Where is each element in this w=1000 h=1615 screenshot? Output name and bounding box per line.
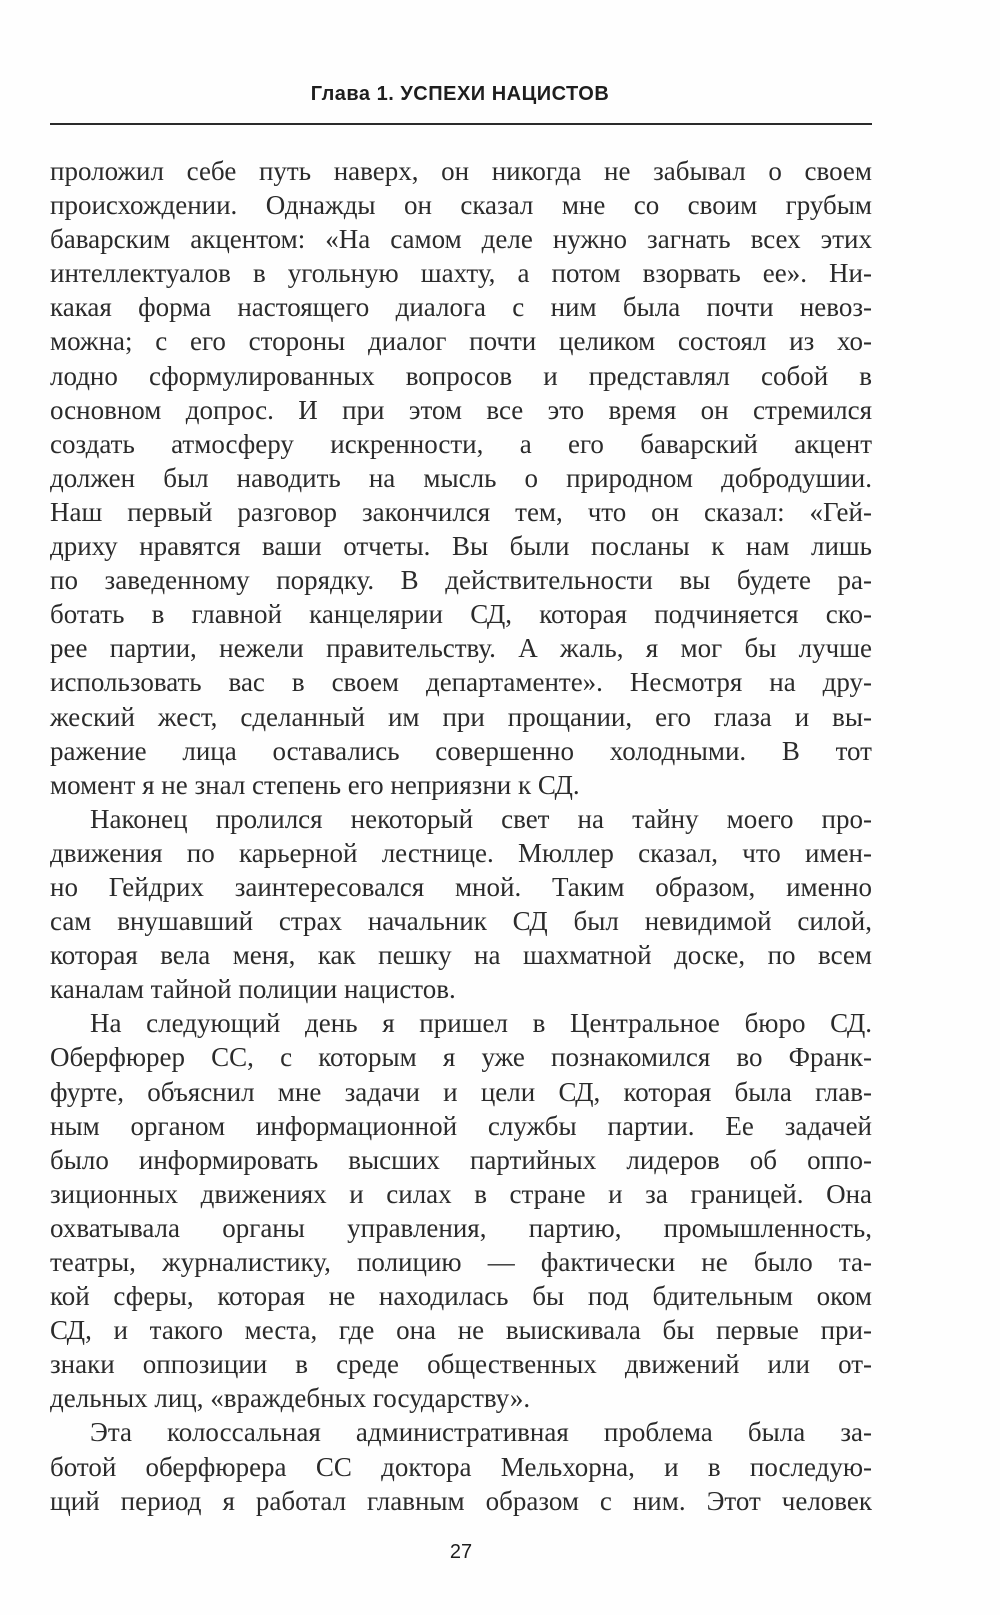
- text-line: было информировать высших партийных лидеров об оппо-: [50, 1144, 872, 1175]
- text-line: ражение лица оставались совершенно холодными. В тот: [50, 735, 872, 766]
- text-line: СД, и такого места, где она не выискивала бы первые при-: [50, 1315, 872, 1346]
- text-line: которая вела меня, как пешку на шахматной доске, по всем: [50, 940, 872, 971]
- text-line: ботать в главной канцелярии СД, которая подчиняется ско-: [50, 599, 872, 630]
- text-line: момент я не знал степень его неприязни к СД.: [50, 769, 580, 800]
- paragraph: [50, 154, 872, 802]
- text-line: каналам тайной полиции нацистов.: [50, 974, 456, 1005]
- text-line: Оберфюрер СС, с которым я уже познакомился во Франк-: [50, 1042, 872, 1073]
- text-line: использовать вас в своем департаменте». Несмотря на дру-: [50, 667, 872, 698]
- text-line: сам внушавший страх начальник СД был невидимой силой,: [50, 906, 872, 937]
- text-line: должен был наводить на мысль о природном добродушии.: [50, 462, 872, 493]
- paragraph: [50, 802, 872, 1007]
- text-line: жеский жест, сделанный им при прощании, его глаза и вы-: [50, 701, 872, 732]
- text-line: но Гейдрих заинтересовался мной. Таким образом, именно: [50, 871, 872, 902]
- text-line: проложил себе путь наверх, он никогда не забывал о своем: [50, 156, 872, 186]
- text-line: Наконец пролился некоторый свет на тайну моего про-: [90, 803, 872, 834]
- text-line: происхождении. Однажды он сказал мне со своим грубым: [50, 190, 872, 221]
- text-line: охватывала органы управления, партию, промышленность,: [50, 1212, 872, 1243]
- text-line: можна; с его стороны диалог почти целиком состоял из хо-: [50, 326, 872, 357]
- text-line: ным органом информационной службы партии. Ее задачей: [50, 1110, 872, 1141]
- text-line: фурте, объяснил мне задачи и цели СД, которая была глав-: [50, 1076, 872, 1107]
- text-line: рее партии, нежели правительству. А жаль, я мог бы лучше: [50, 633, 872, 664]
- header-rule: [50, 123, 872, 125]
- text-line: кой сферы, которая не находилась бы под бдительным оком: [50, 1281, 872, 1312]
- text-line: щий период я работал главным образом с ним. Этот человек: [50, 1485, 872, 1516]
- paragraph: [50, 1415, 872, 1517]
- text-line: основном допрос. И при этом все это время он стремился: [50, 394, 872, 425]
- text-line: ботой оберфюрера СС доктора Мельхорна, и в последую-: [50, 1451, 872, 1482]
- text-line: лодно сформулированных вопросов и представлял собой в: [50, 360, 872, 391]
- text-line: интеллектуалов в угольную шахту, а потом взорвать ее». Ни-: [50, 258, 872, 289]
- text-line: создать атмосферу искренности, а его баварский акцент: [50, 428, 872, 459]
- text-line: зиционных движениях и силах в стране и за границей. Она: [50, 1178, 872, 1209]
- text-line: знаки оппозиции в среде общественных движений или от-: [50, 1349, 872, 1380]
- text-line: театры, журналистику, полицию — фактически не было та-: [50, 1247, 872, 1277]
- running-head: Глава 1. УСПЕХИ НАЦИСТОВ: [310, 83, 610, 105]
- text-line: движения по карьерной лестнице. Мюллер сказал, что имен-: [50, 837, 872, 868]
- text-line: по заведенному порядку. В действительности вы будете ра-: [50, 565, 872, 596]
- text-line: баварским акцентом: «На самом деле нужно загнать всех этих: [50, 224, 872, 255]
- page-number: 27: [449, 1541, 473, 1563]
- text-line: дельных лиц, «враждебных государству».: [50, 1383, 531, 1414]
- text-line: какая форма настоящего диалога с ним была почти невоз-: [50, 292, 872, 323]
- body-text: [50, 154, 872, 1518]
- paragraph: [50, 1006, 872, 1415]
- text-line: Эта колоссальная административная проблема была за-: [90, 1417, 872, 1448]
- text-line: дриху нравятся ваши отчеты. Вы были посланы к нам лишь: [50, 531, 872, 562]
- text-line: На следующий день я пришел в Центральное бюро СД.: [90, 1008, 872, 1039]
- text-line: Наш первый разговор закончился тем, что он сказал: «Гей-: [50, 496, 872, 527]
